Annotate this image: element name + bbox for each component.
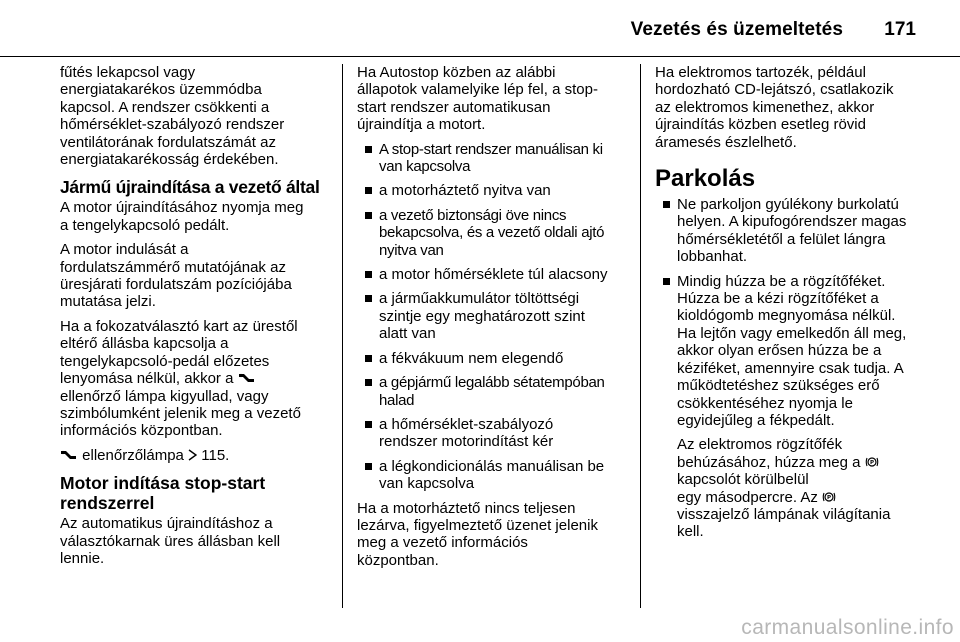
section-heading-parking: Parkolás — [655, 165, 756, 193]
paragraph: Ha Autostop közben az alábbi állapotok valamelyike lép fel, a stop- start rendszer automatikusan újraindítja a motort. — [357, 64, 598, 134]
paragraph: Ha elektromos tartozék, például hordozható CD-lejátszó, csatlakozik az elektromos kimenethez, akkor újraindítás közben esetleg rövid áramesés észlelhető. — [655, 64, 894, 151]
parking-brake-icon — [822, 490, 836, 504]
svg-text:P: P — [827, 494, 832, 501]
list-item: A stop-start rendszer manuálisan ki van kapcsolva — [357, 141, 627, 176]
clutch-pedal-icon — [60, 449, 78, 461]
paragraph: Az automatikus újraindításhoz a választókarnak üres állásban kell lennie. — [60, 515, 281, 567]
paragraph: A motor újraindításához nyomja meg a tengelykapcsoló pedált. — [60, 199, 304, 234]
page-header — [0, 0, 960, 58]
clutch-pedal-icon — [238, 372, 256, 384]
paragraph: Az elektromos rögzítőfék behúzásához, húzza meg a P kapcsolót körülbelül egy másodpercre. Az P visszajelző lámpának világítania kell. — [677, 436, 891, 541]
header-divider — [0, 56, 960, 57]
paragraph: Ha a fokozatválasztó kart az ürestől eltérő állásba kapcsolja a tengelykapcsoló-pedál előzetes lenyomása nélkül, akkor a ellenőrző lámpa kigyullad, vagy szimbólumként jelenik meg a vezető információs központban. — [60, 317, 301, 440]
reference-link[interactable]: 115. — [201, 446, 230, 464]
list-item: a motorháztető nyitva van — [357, 182, 627, 199]
list-item: a motor hőmérséklete túl alacsony — [357, 266, 627, 283]
list-item: Mindig húzza be a rögzítőféket. Húzza be a kézi rögzítőféket a kioldógomb megnyomása nélkül. Ha lejtőn vagy emelkedőn áll meg, akkor olyan erősen húzza be a kéziféket, amennyire csak tudja. A működtetéshez szükséges erő csökkentéséhez nyomja le egyidejűleg a fékpedált. Az elektromos rögzítőfék behúzásához, húzza meg a P kapcsolót körülbelül egy másodpercre. Az P visszajelző lámpának világítania kell. — [655, 273, 923, 541]
list-item: a gépjármű legalább sétatempóban halad — [357, 374, 627, 409]
list-item: a vezető biztonsági öve nincs bekapcsolva, és a vezető oldali ajtó nyitva van — [357, 207, 627, 259]
parking-list — [655, 196, 923, 541]
list-item: a hőmérséklet-szabályozó rendszer motorindítást kér — [357, 416, 627, 451]
list-item: a járműakkumulátor töltöttségi szintje egy meghatározott szint alatt van — [357, 290, 627, 342]
header-title: Vezetés és üzemeltetés — [630, 19, 843, 40]
column-divider — [342, 64, 343, 608]
watermark: carmanualsonline.info — [741, 616, 954, 639]
list-item: a légkondicionálás manuálisan be van kapcsolva — [357, 458, 627, 493]
paragraph: A motor indulását a fordulatszámmérő mutatójának az üresjárati fordulatszám pozíciójába mutatása jelzi. — [60, 241, 292, 311]
cross-reference: ellenőrzőlámpa 115. — [60, 447, 328, 464]
subheading-restart: Jármű újraindítása a vezető által — [60, 177, 320, 198]
svg-text:P: P — [869, 459, 874, 466]
column-1 — [60, 64, 328, 574]
subheading-stop-start: Motor indítása stop-start rendszerrel — [60, 473, 266, 514]
column-2 — [357, 64, 627, 576]
list-item: a fékvákuum nem elegendő — [357, 350, 627, 367]
parking-brake-icon — [865, 455, 879, 469]
page-reference-arrow-icon — [188, 449, 197, 461]
list-item: Ne parkoljon gyúlékony burkolatú helyen. A kipufogórendszer magas hőmérsékletétől a felület lángra lobbanhat. — [655, 196, 923, 266]
page-number: 171 — [884, 19, 916, 40]
paragraph: fűtés lekapcsol vagy energiatakarékos üzemmódba kapcsol. A rendszer csökkenti a hőmérséklet-szabályozó rendszer ventilátorának fordulatszámát az energiatakarékosság érdekében. — [60, 64, 285, 169]
paragraph: Ha a motorháztető nincs teljesen lezárva, figyelmeztető üzenet jelenik meg a vezető információs központban. — [357, 499, 598, 569]
restart-conditions-list — [357, 141, 627, 493]
column-3 — [655, 64, 923, 548]
column-divider — [640, 64, 641, 608]
